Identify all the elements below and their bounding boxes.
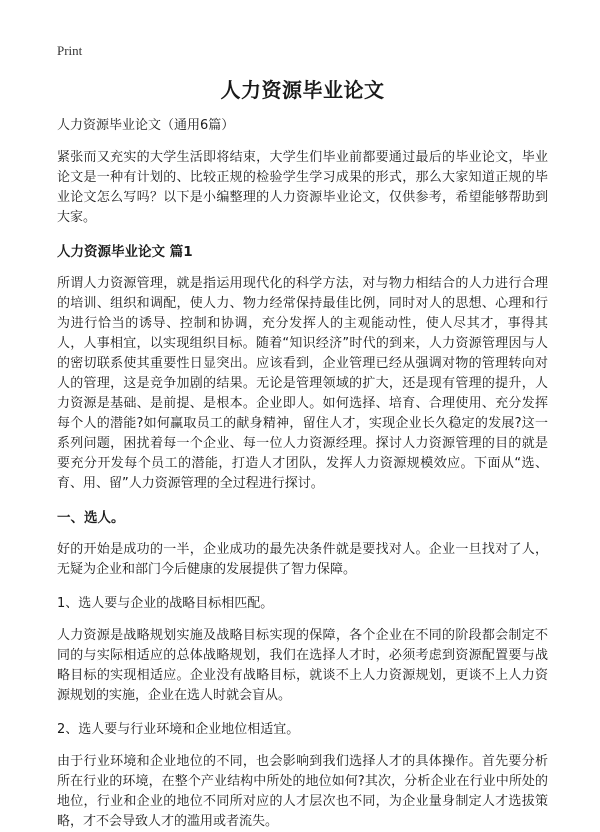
item-body-strategy: 人力资源是战略规划实施及战略目标实现的保障，各个企业在不同的阶段都会制定不同的与实际相适应的总体战略规划，我们在选择人才时，必须考虑到资源配置要与战略目标的实现相适应。企业没有战略目标，就谈不上人力资源规划，更谈不上人力资源规划的实施，企业在选人时就会盲从。: [57, 628, 548, 703]
page-title: 人力资源毕业论文: [220, 78, 385, 102]
print-link[interactable]: Print: [57, 43, 83, 58]
intro-paragraph: 紧张而又充实的大学生活即将结束，大学生们毕业前都要通过最后的毕业论文，毕业论文是一种有计划的、比较正规的检验学生学习成果的形式，那么大家知道正规的毕业论文怎么写吗？以下是小编整理的人力资源毕业论文，仅供参考，希望能够帮助到大家。: [57, 150, 548, 225]
item-heading-strategy: 1、选人要与企业的战略目标相匹配。: [57, 596, 274, 611]
part-body-paragraph: 好的开始是成功的一半，企业成功的最先决条件就是要找对人。企业一旦找对了人，无疑为企业和部门今后健康的发展提供了智力保障。: [57, 542, 548, 577]
document-subtitle: 人力资源毕业论文（通用6篇）: [57, 118, 235, 133]
section-body-paragraph: 所谓人力资源管理，就是指运用现代化的科学方法，对与物力相结合的人力进行合理的培训、组织和调配，使人力、物力经常保持最佳比例，同时对人的思想、心理和行为进行恰当的诱导、控制和协调，充分发挥人的主观能动性，使人尽其才，事得其人，人事相宜，以实现组织目标。随着“知识经济”时代的到来，人力资源管理因与人的密切联系使其重要性日显突出。应该看到，企业管理已经从强调对物的管理转向对人的管理，这是竞争加剧的结果。无论是管理领域的扩大，还是现有管理的提升，人力资源是基础、是前提、是根本。企业即人。如何选择、培育、合理使用、充分发挥每个人的潜能?如何赢取员工的献身精神，留住人才，实现企业长久稳定的发展?这一系列问题，困扰着每一个企业、每一位人力资源经理。探讨人力资源管理的目的就是要充分开发每个员工的潜能，打造人才团队，发挥人力资源规模效应。下面从“选、育、用、留”人力资源管理的全过程进行探讨。: [57, 276, 548, 491]
part-heading-select-people: 一、选人。: [57, 510, 125, 526]
item-body-industry: 由于行业环境和企业地位的不同，也会影响到我们选择人才的具体操作。首先要分析所在行业的环境，在整个产业结构中所处的地位如何?其次，分析企业在行业中所处的地位，行业和企业的地位不同所对应的人才层次也不同，为企业量身制定人才选拔策略，才不会导致人才的滥用或者流失。: [57, 754, 548, 829]
section-heading: 人力资源毕业论文 篇1: [57, 244, 193, 260]
item-heading-industry: 2、选人要与行业环境和企业地位相适宜。: [57, 722, 300, 737]
